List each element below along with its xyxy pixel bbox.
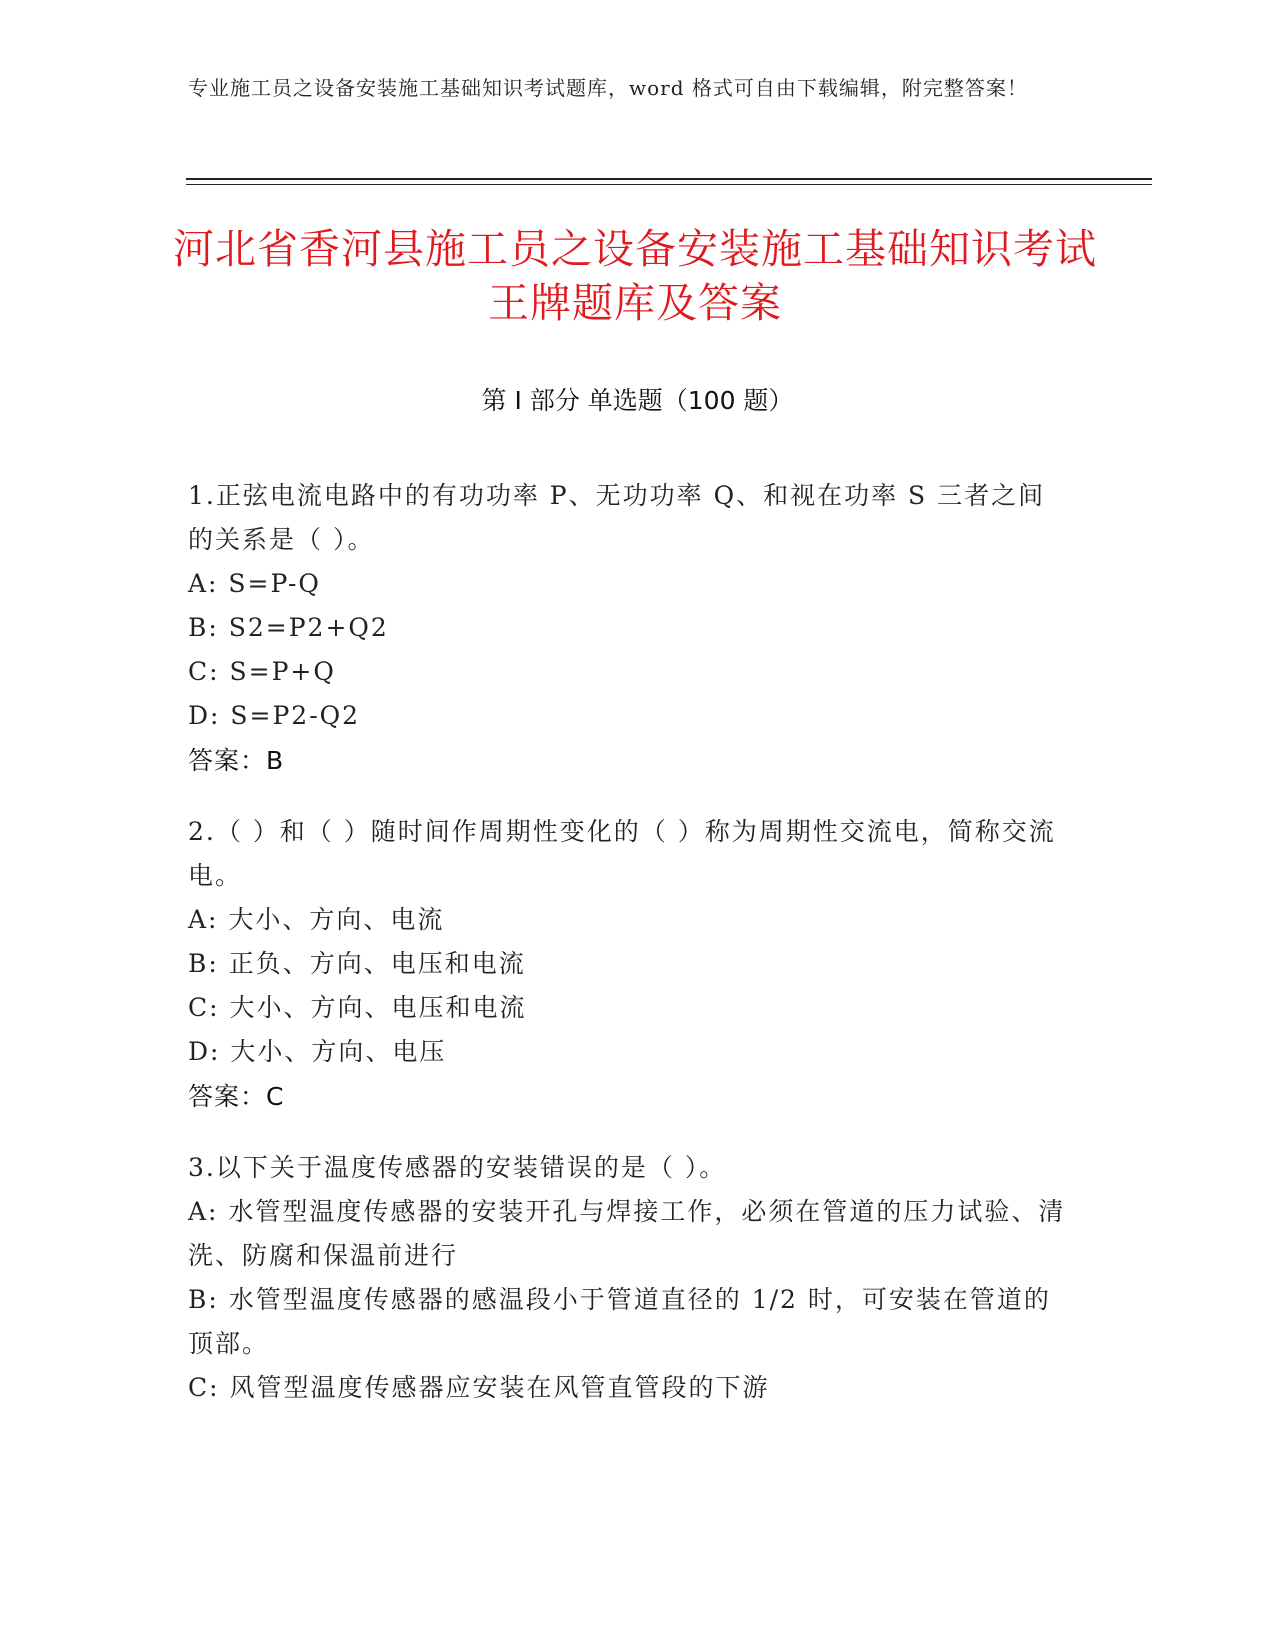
- answer: 答案：B: [188, 746, 285, 775]
- question-3: [188, 1146, 1068, 1410]
- question-stem: 2.（ ）和（ ）随时间作周期性变化的（ ）称为周期性交流电，简称交流电。: [188, 817, 1056, 890]
- option-d: D: S=P2-Q2: [188, 701, 361, 730]
- option-c: C: S=P+Q: [188, 657, 336, 686]
- option-b: B: 水管型温度传感器的感温段小于管道直径的 1/2 时，可安装在管道的顶部。: [188, 1285, 1051, 1358]
- answer: 答案：C: [188, 1082, 285, 1111]
- document-title: 河北省香河县施工员之设备安装施工基础知识考试王牌题库及答案: [173, 225, 1097, 327]
- question-1: [188, 474, 1068, 784]
- question-stem: 3.以下关于温度传感器的安装错误的是（ ）。: [188, 1153, 727, 1182]
- option-a: A: 大小、方向、电流: [188, 905, 445, 934]
- question-2: [188, 810, 1068, 1120]
- option-c: C: 大小、方向、电压和电流: [188, 993, 527, 1022]
- header-note: 专业施工员之设备安装施工基础知识考试题库，word 格式可自由下载编辑，附完整答案！: [188, 76, 1028, 100]
- header-rule-thin: [186, 184, 1152, 185]
- option-d: D: 大小、方向、电压: [188, 1037, 447, 1066]
- option-b: B: S2=P2+Q2: [188, 613, 389, 642]
- question-list: [188, 474, 1068, 1436]
- option-c: C: 风管型温度传感器应安装在风管直管段的下游: [188, 1373, 770, 1402]
- header-rule-thick: [186, 178, 1152, 180]
- section-title: 第 I 部分 单选题（100 题）: [481, 386, 794, 415]
- question-stem: 1.正弦电流电路中的有功功率 P、无功功率 Q、和视在功率 S 三者之间的关系是（ ）。: [188, 481, 1046, 554]
- option-b: B: 正负、方向、电压和电流: [188, 949, 526, 978]
- option-a: A: 水管型温度传感器的安装开孔与焊接工作，必须在管道的压力试验、清洗、防腐和保温前进行: [188, 1197, 1066, 1270]
- option-a: A: S=P-Q: [188, 569, 321, 598]
